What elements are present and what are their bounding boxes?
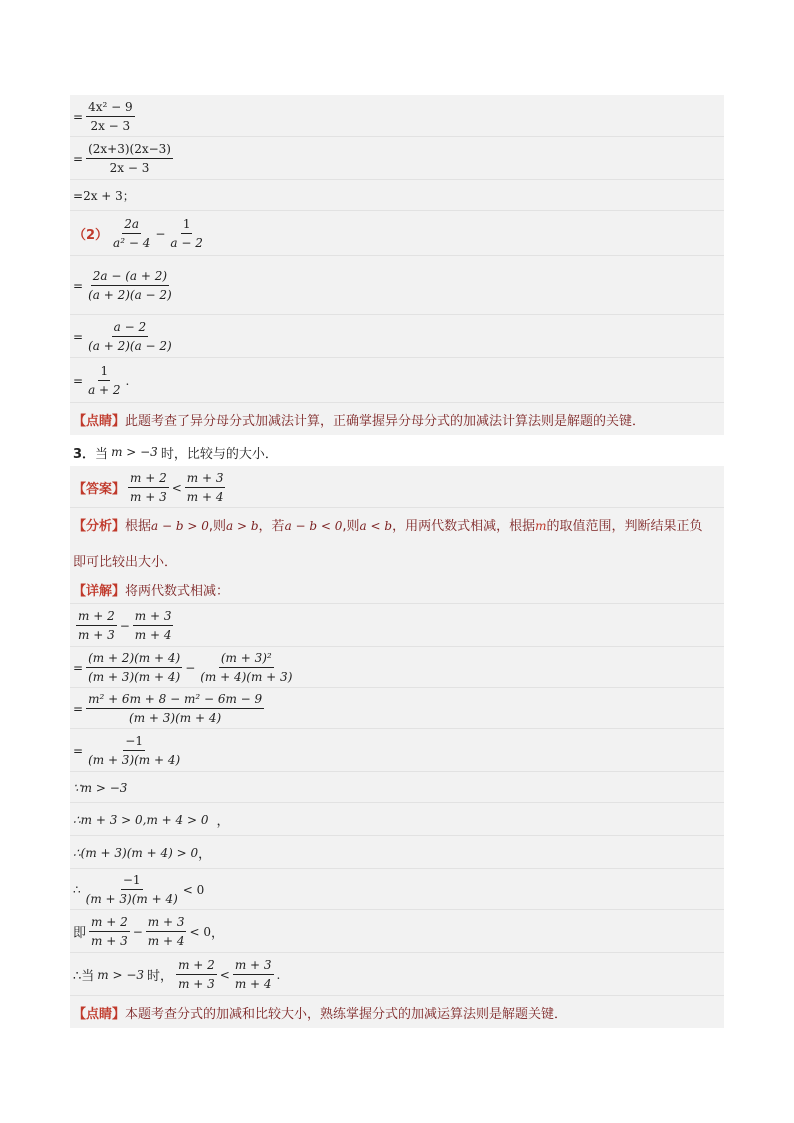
fraction: $\frac{2a - (a + 2)}{(a + 2)(a - 2)}$ bbox=[88, 269, 172, 302]
fraction: $\frac{-1}{(m + 3)(m + 4)}$ bbox=[88, 734, 181, 767]
step-p2-s2: = $\frac{a - 2}{(a + 2)(a - 2)}$ bbox=[70, 316, 724, 358]
detail-t2: ∴(m + 3)(m + 4) > 0 ， bbox=[70, 837, 724, 869]
detail-t4: 即 m + 2 m + 3 − $\frac{m + 3}{m + 4}$ < 0 ， bbox=[70, 911, 724, 953]
step-p2-s1: = $\frac{2a - (a + 2)}{(a + 2)(a - 2)}$ bbox=[70, 257, 724, 315]
fraction: $\frac{1}{a + 2}$ bbox=[88, 364, 121, 397]
fraction: $\frac{1}{a - 2}$ bbox=[170, 217, 203, 250]
fraction: $\frac{a - 2}{(a + 2)(a - 2)}$ bbox=[88, 320, 172, 353]
step-p1-s3: = 2x + 3； bbox=[70, 181, 724, 211]
fraction: $\frac{\text{(m + 3)²}}{(m + 4)(m + 3)}$ bbox=[200, 651, 293, 684]
step-p1-s1: = $\frac{\text{4x² − 9}}{2x - 3}$ bbox=[70, 97, 724, 137]
detail-e0: m + 2 m + 3 − $\frac{m + 3}{m + 4}$ bbox=[70, 605, 724, 647]
analysis-paragraph: 【分析】根据a − b > 0,则a > b，若a − b < 0,则a < b，用两代数式相减，根据m的取值范围，判断结果正负 即可比较出大小． bbox=[73, 519, 703, 570]
question-3: 3． 当 m > −3 时，比较与的大小． bbox=[73, 445, 278, 462]
answer-row: 【答案】 m + 2 m + 3 < m + 3 m + 4 bbox=[70, 468, 724, 508]
fraction: $\frac{m + 3}{m + 4}$ bbox=[134, 609, 172, 642]
fraction: m + 3 m + 4 bbox=[186, 471, 224, 504]
step-p2-s3: = $\frac{1}{a + 2}$ . bbox=[70, 359, 724, 403]
part-2-expression: （2） 2a a² − 4 − $\frac{1}{a - 2}$ bbox=[70, 212, 724, 256]
detail-e3: = $\frac{-1}{(m + 3)(m + 4)}$ bbox=[70, 730, 724, 772]
detail-t1: ∴m + 3 > 0,m + 4 > 0 ， bbox=[70, 804, 724, 836]
fraction: −1 (m + 3)(m + 4) bbox=[85, 873, 178, 906]
detail-because: ∵m > −3 bbox=[70, 773, 724, 803]
fraction: m + 2 m + 3 bbox=[91, 915, 128, 948]
detail-e1: = $\frac{(m + 2)(m + 4)}{(m + 3)(m + 4)}$ − $\frac{\text{(m + 3)²}}{(m + 4)(m + 3)}$ bbox=[70, 648, 724, 688]
detail-t5: ∴当 m > −3 时， m + 2 m + 3 < m + 3 m + 4 . bbox=[70, 954, 724, 996]
detail-e2: = $\frac{\text{m² + 6m + 8 − m² − 6m − 9}}{(m + 3)(m + 4)}$ bbox=[70, 689, 724, 729]
fraction: m + 2 m + 3 bbox=[178, 958, 215, 991]
fraction: m + 2 m + 3 bbox=[78, 609, 115, 642]
fraction: $\frac{m + 3}{m + 4}$ bbox=[147, 915, 185, 948]
detail-t3: ∴ −1 (m + 3)(m + 4) < 0 bbox=[70, 870, 724, 910]
fraction: $\frac{\text{m² + 6m + 8 − m² − 6m − 9}}{(m + 3)(m + 4)}$ bbox=[88, 692, 263, 725]
detail-heading: 【详解】 将两代数式相减： bbox=[70, 576, 724, 604]
fraction: 2a a² − 4 bbox=[113, 217, 151, 250]
fraction: $\frac{(m + 2)(m + 4)}{(m + 3)(m + 4)}$ bbox=[88, 651, 181, 684]
fraction: m + 2 m + 3 bbox=[130, 471, 167, 504]
dianjing-1: 【点睛】 此题考查了异分母分式加减法计算，正确掌握异分母分式的加减法计算法则是解题的关键． bbox=[73, 414, 646, 429]
fraction: $\frac{(2x+3)(2x-3)}{2x - 3}$ bbox=[88, 142, 171, 175]
fraction: m + 3 m + 4 bbox=[234, 958, 272, 991]
step-p1-s2: = $\frac{(2x+3)(2x-3)}{2x - 3}$ bbox=[70, 138, 724, 180]
fraction: $\frac{\text{4x² − 9}}{2x - 3}$ bbox=[88, 100, 133, 133]
dianjing-2: 【点睛】 本题考查分式的加减和比较大小，熟练掌握分式的加减运算法则是解题关键． bbox=[73, 1006, 568, 1022]
